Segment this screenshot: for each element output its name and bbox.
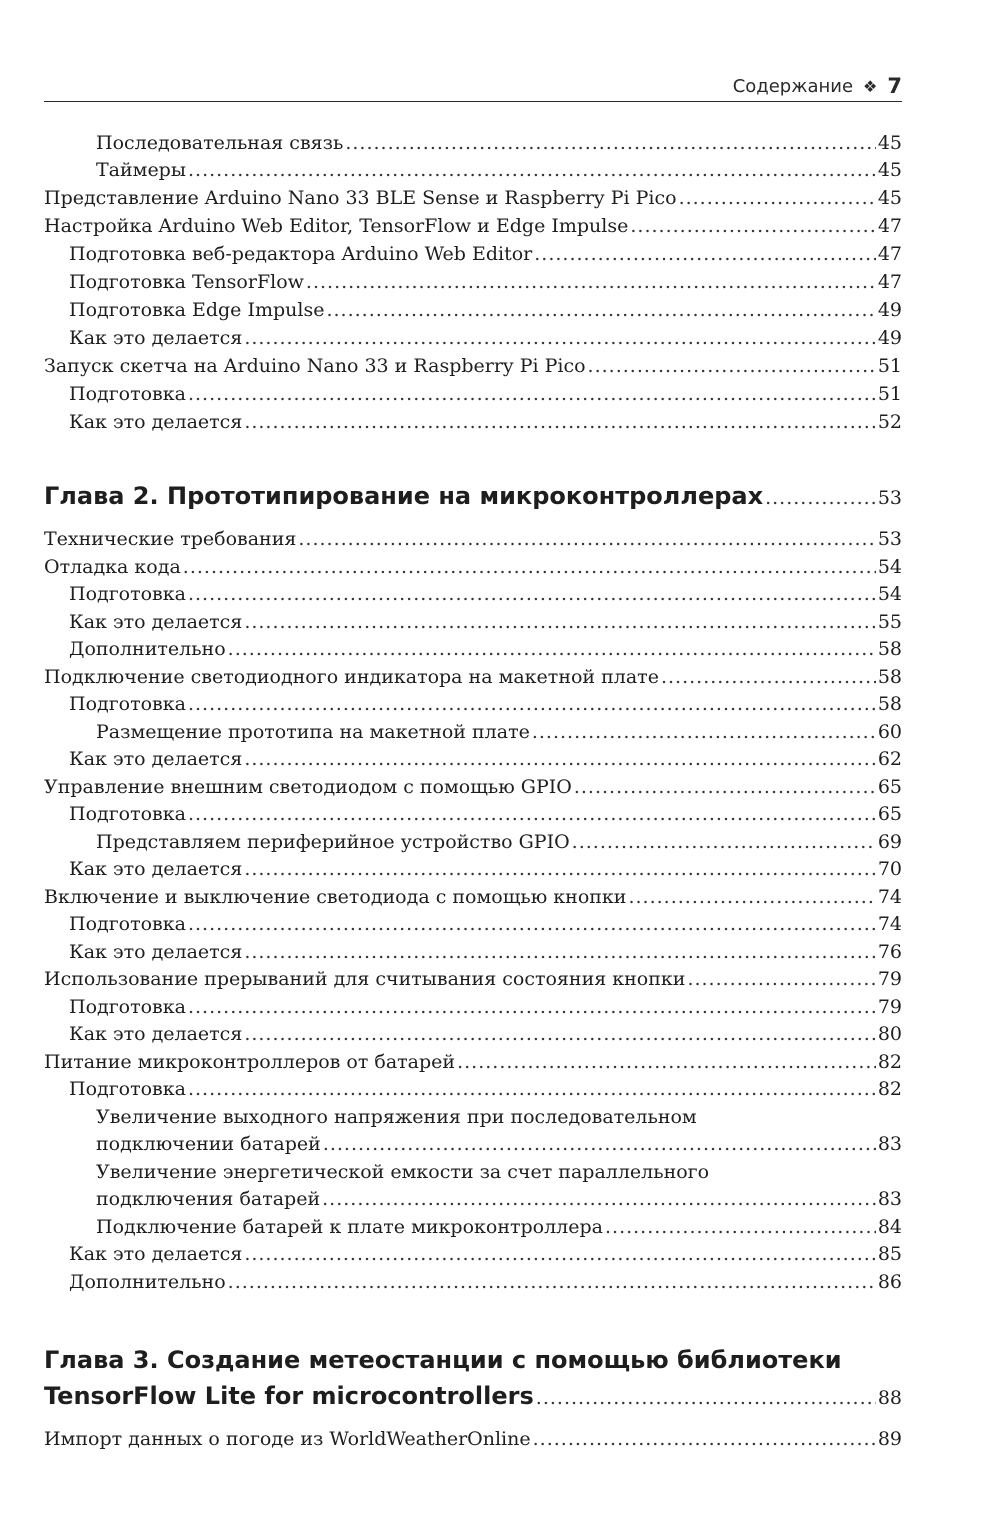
toc-entry-page: 60 bbox=[877, 721, 902, 743]
dot-leader bbox=[533, 1428, 876, 1450]
toc-entry-title: Как это делается bbox=[69, 1023, 243, 1045]
toc-entry-page: 58 bbox=[877, 693, 902, 715]
toc-entry[interactable] bbox=[44, 215, 902, 242]
toc-entry-page: 74 bbox=[877, 886, 902, 908]
dot-leader bbox=[765, 487, 876, 509]
toc-entry-title: Подключение светодиодного индикатора на макетной плате bbox=[44, 666, 659, 688]
toc-entry[interactable] bbox=[44, 1051, 902, 1078]
toc-entry-page: 54 bbox=[877, 583, 902, 605]
diamond-ornament-icon: ❖ bbox=[863, 76, 878, 96]
toc-entry-title: Подготовка TensorFlow bbox=[69, 271, 304, 293]
toc-entry-page: 83 bbox=[877, 1188, 902, 1210]
toc-entry-page: 65 bbox=[877, 776, 902, 798]
toc-entry-page: 69 bbox=[877, 831, 902, 853]
dot-leader bbox=[188, 913, 876, 935]
toc-entry-page: 84 bbox=[877, 1216, 902, 1238]
dot-leader bbox=[188, 159, 876, 181]
toc-entry-title: Использование прерываний для считывания состояния кнопки bbox=[44, 968, 686, 990]
toc-entry[interactable] bbox=[44, 383, 902, 410]
toc-entry[interactable] bbox=[44, 132, 902, 159]
toc-entry-page: 53 bbox=[877, 528, 902, 550]
dot-leader bbox=[244, 941, 876, 963]
toc-entry-page: 83 bbox=[877, 1133, 902, 1155]
dot-leader bbox=[588, 355, 876, 377]
toc-entry[interactable] bbox=[44, 327, 902, 354]
dot-leader bbox=[687, 968, 875, 990]
toc-entry[interactable] bbox=[44, 913, 902, 940]
toc-entry-page: 79 bbox=[877, 996, 902, 1018]
dot-leader bbox=[322, 1188, 876, 1210]
toc-entry-title: подключении батарей bbox=[96, 1133, 321, 1155]
toc-entry-title: Подключение батарей к плате микроконтроллера bbox=[96, 1216, 603, 1238]
toc-entry-line1[interactable]: Увеличение энергетической емкости за счет параллельного bbox=[96, 1161, 710, 1183]
toc-entry-title: Управление внешним светодиодом с помощью GPIO bbox=[44, 776, 572, 798]
toc-entry-page: 45 bbox=[877, 159, 902, 181]
toc-entry-page: 86 bbox=[877, 1271, 902, 1293]
header-rule bbox=[44, 101, 902, 102]
toc-entry-page: 80 bbox=[877, 1023, 902, 1045]
toc-entry-title: Дополнительно bbox=[69, 1271, 226, 1293]
toc-entry[interactable] bbox=[44, 748, 902, 775]
toc-entry-page: 51 bbox=[877, 355, 902, 377]
dot-leader bbox=[323, 1133, 876, 1155]
toc-entry[interactable] bbox=[44, 886, 902, 913]
toc-entry-page: 47 bbox=[877, 243, 902, 265]
toc-entry[interactable] bbox=[44, 583, 902, 610]
toc-entry-page: 85 bbox=[877, 1243, 902, 1265]
toc-entry-page: 58 bbox=[877, 666, 902, 688]
toc-entry-title: Как это делается bbox=[69, 411, 243, 433]
toc-entry[interactable] bbox=[44, 941, 902, 968]
toc-entry[interactable] bbox=[44, 187, 902, 214]
chapter-page: 88 bbox=[877, 1387, 902, 1409]
dot-leader bbox=[345, 132, 875, 154]
toc-entry-title: Импорт данных о погоде из WorldWeatherOnline bbox=[44, 1428, 531, 1450]
toc-entry[interactable] bbox=[44, 831, 902, 858]
toc-entry[interactable] bbox=[44, 638, 902, 665]
toc-entry-title: Последовательная связь bbox=[96, 132, 344, 154]
dot-leader bbox=[244, 1023, 876, 1045]
dot-leader bbox=[188, 996, 876, 1018]
toc-entry-page: 54 bbox=[877, 556, 902, 578]
chapter-page: 53 bbox=[877, 487, 902, 509]
toc-entry[interactable] bbox=[44, 858, 902, 885]
toc-entry[interactable] bbox=[44, 159, 902, 186]
toc-entry[interactable] bbox=[44, 1216, 902, 1243]
toc-entry-page: 74 bbox=[877, 913, 902, 935]
running-header bbox=[44, 72, 902, 100]
toc-entry[interactable] bbox=[44, 355, 902, 382]
toc-entry[interactable] bbox=[44, 271, 902, 298]
chapter-2-heading[interactable] bbox=[44, 482, 902, 510]
dot-leader bbox=[574, 776, 876, 798]
toc-entry[interactable] bbox=[44, 411, 902, 438]
toc-entry-title: Подготовка bbox=[69, 383, 186, 405]
toc-entry[interactable] bbox=[44, 1243, 902, 1270]
dot-leader bbox=[532, 721, 876, 743]
dot-leader bbox=[183, 556, 876, 578]
toc-entry-page: 79 bbox=[877, 968, 902, 990]
toc-entry-title: Как это делается bbox=[69, 858, 243, 880]
toc-entry-page: 49 bbox=[877, 299, 902, 321]
toc-entry-title: Подготовка bbox=[69, 1078, 186, 1100]
toc-entry-page: 45 bbox=[877, 132, 902, 154]
toc-entry-title: Как это делается bbox=[69, 611, 243, 633]
dot-leader bbox=[661, 666, 876, 688]
dot-leader bbox=[298, 528, 875, 550]
toc-entry[interactable] bbox=[44, 556, 902, 583]
toc-entry[interactable] bbox=[44, 1133, 902, 1160]
dot-leader bbox=[244, 748, 876, 770]
dot-leader bbox=[534, 243, 876, 265]
toc-entry-title: Настройка Arduino Web Editor, TensorFlow и Edge Impulse bbox=[44, 215, 629, 237]
dot-leader bbox=[679, 187, 876, 209]
toc-entry-page: 51 bbox=[877, 383, 902, 405]
toc-entry-page: 49 bbox=[877, 327, 902, 349]
dot-leader bbox=[457, 1051, 876, 1073]
dot-leader bbox=[188, 1078, 876, 1100]
dot-leader bbox=[188, 583, 876, 605]
toc-entry-title: Представляем периферийное устройство GPIO bbox=[96, 831, 570, 853]
dot-leader bbox=[306, 271, 876, 293]
toc-entry[interactable] bbox=[44, 803, 902, 830]
toc-entry-page: 82 bbox=[877, 1078, 902, 1100]
dot-leader bbox=[244, 858, 876, 880]
dot-leader bbox=[188, 693, 876, 715]
toc-entry-page: 47 bbox=[877, 215, 902, 237]
header-section-title: Содержание bbox=[732, 75, 854, 97]
toc-entry[interactable] bbox=[44, 611, 902, 638]
toc-entry[interactable] bbox=[44, 968, 902, 995]
chapter-title: Глава 2. Прототипирование на микроконтроллерах bbox=[44, 482, 764, 510]
toc-entry-title: Технические требования bbox=[44, 528, 297, 550]
dot-leader bbox=[228, 638, 876, 660]
toc-entry-title: Питание микроконтроллеров от батарей bbox=[44, 1051, 456, 1073]
toc-entry-page: 58 bbox=[877, 638, 902, 660]
header-page-number: 7 bbox=[887, 74, 902, 98]
toc-entry-page: 52 bbox=[877, 411, 902, 433]
dot-leader bbox=[572, 831, 876, 853]
toc-entry-page: 47 bbox=[877, 271, 902, 293]
toc-entry-page: 62 bbox=[877, 748, 902, 770]
dot-leader bbox=[536, 1387, 876, 1409]
toc-entry-page: 45 bbox=[877, 187, 902, 209]
toc-entry-page: 65 bbox=[877, 803, 902, 825]
toc-entry-page: 55 bbox=[877, 611, 902, 633]
dot-leader bbox=[244, 611, 876, 633]
dot-leader bbox=[188, 383, 876, 405]
toc-entry-title: Подготовка bbox=[69, 693, 186, 715]
toc-entry-title: Представление Arduino Nano 33 BLE Sense и Raspberry Pi Pico bbox=[44, 187, 677, 209]
toc-entry-title: подключения батарей bbox=[96, 1188, 321, 1210]
toc-entry-title: Включение и выключение светодиода с помощью кнопки bbox=[44, 886, 627, 908]
dot-leader bbox=[228, 1271, 876, 1293]
toc-entry[interactable] bbox=[44, 1078, 902, 1105]
dot-leader bbox=[605, 1216, 876, 1238]
toc-entry-title: Таймеры bbox=[96, 159, 186, 181]
dot-leader bbox=[188, 803, 876, 825]
dot-leader bbox=[326, 299, 875, 321]
toc-entry-title: Как это делается bbox=[69, 327, 243, 349]
toc-entry[interactable] bbox=[44, 299, 902, 326]
dot-leader bbox=[244, 1243, 876, 1265]
toc-entry-page: 82 bbox=[877, 1051, 902, 1073]
toc-entry-title: Подготовка bbox=[69, 583, 186, 605]
chapter-3-heading[interactable] bbox=[44, 1382, 902, 1410]
toc-entry[interactable] bbox=[44, 721, 902, 748]
toc-entry[interactable] bbox=[44, 1188, 902, 1215]
toc-entry[interactable] bbox=[44, 1428, 902, 1455]
chapter-title: TensorFlow Lite for microcontrollers bbox=[44, 1382, 534, 1410]
toc-entry-title: Подготовка Edge Impulse bbox=[69, 299, 325, 321]
toc-entry[interactable] bbox=[44, 996, 902, 1023]
toc-entry-title: Как это делается bbox=[69, 941, 243, 963]
toc-entry-title: Как это делается bbox=[69, 1243, 243, 1265]
dot-leader bbox=[244, 327, 876, 349]
toc-entry-title: Размещение прототипа на макетной плате bbox=[96, 721, 530, 743]
toc-entry[interactable] bbox=[44, 243, 902, 270]
toc-entry-page: 89 bbox=[877, 1428, 902, 1450]
toc-entry-title: Дополнительно bbox=[69, 638, 226, 660]
dot-leader bbox=[244, 411, 876, 433]
toc-entry-title: Запуск скетча на Arduino Nano 33 и Raspberry Pi Pico bbox=[44, 355, 586, 377]
dot-leader bbox=[630, 215, 875, 237]
chapter-3-heading-line1[interactable]: Глава 3. Создание метеостанции с помощью библиотеки bbox=[44, 1346, 842, 1374]
toc-entry-title: Подготовка веб-редактора Arduino Web Editor bbox=[69, 243, 533, 265]
toc-entry-page: 76 bbox=[877, 941, 902, 963]
toc-entry-title: Как это делается bbox=[69, 748, 243, 770]
toc-entry-title: Подготовка bbox=[69, 996, 186, 1018]
dot-leader bbox=[628, 886, 875, 908]
toc-entry[interactable] bbox=[44, 776, 902, 803]
toc-entry-title: Подготовка bbox=[69, 913, 186, 935]
toc-entry-title: Подготовка bbox=[69, 803, 186, 825]
toc-entry[interactable] bbox=[44, 666, 902, 693]
toc-entry[interactable] bbox=[44, 1271, 902, 1298]
toc-entry-page: 70 bbox=[877, 858, 902, 880]
toc-entry-line1[interactable]: Увеличение выходного напряжения при последовательном bbox=[96, 1106, 697, 1128]
toc-entry-title: Отладка кода bbox=[44, 556, 181, 578]
toc-entry[interactable] bbox=[44, 693, 902, 720]
toc-entry[interactable] bbox=[44, 1023, 902, 1050]
toc-entry[interactable] bbox=[44, 528, 902, 555]
